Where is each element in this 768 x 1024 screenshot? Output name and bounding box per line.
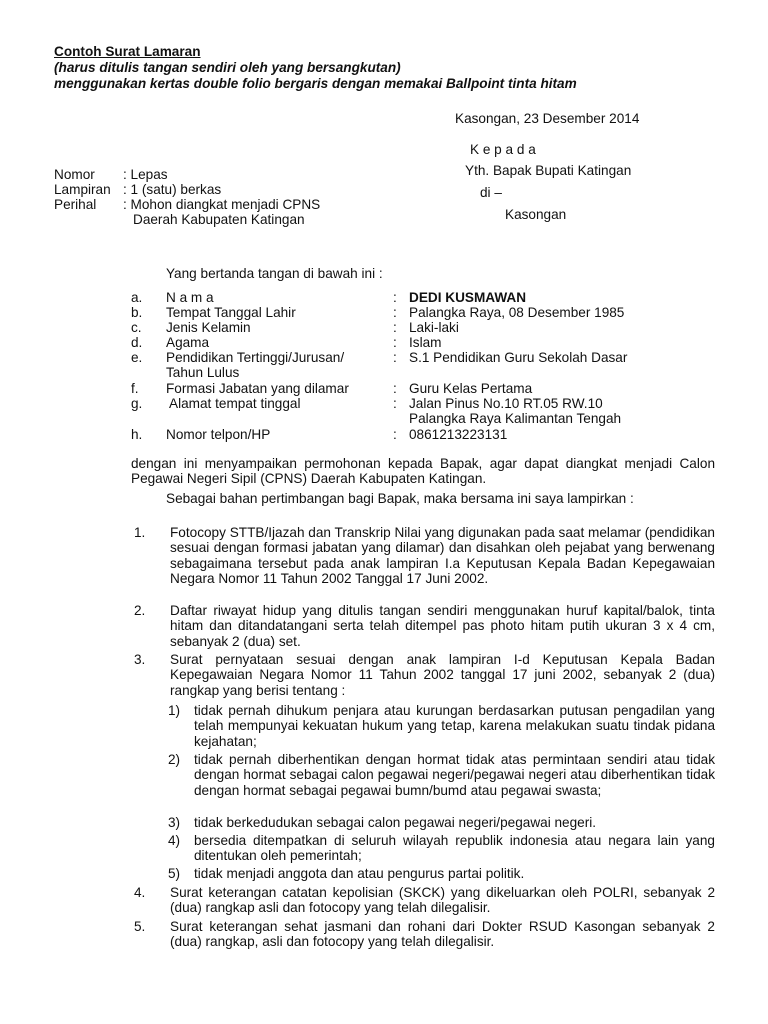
meta-key-lampiran: Lampiran bbox=[54, 182, 111, 197]
identity-label: N a m a bbox=[166, 290, 214, 305]
recipient-yth: Yth. Bapak Bupati Katingan bbox=[465, 163, 632, 178]
list-item-number: 5. bbox=[134, 919, 146, 934]
list-item-number: 3. bbox=[134, 652, 146, 667]
sub-list-item-number: 2) bbox=[168, 752, 181, 767]
identity-value: Laki-laki bbox=[409, 320, 459, 335]
request-paragraph: dengan ini menyampaikan permohonan kepada Bapak, agar dapat diangkat menjadi Calon Pegawai Negeri Sipil (CPNS) Daerah Kabupaten Katingan. bbox=[131, 456, 715, 487]
sub-list-item-text: tidak pernah diberhentikan dengan hormat tidak atas permintaan sendiri atau tidak dengan hormat sebagai calon pegawai negeri/pegawai negeri atau diberhentikan tidak dengan hormat sebagai pegawai bumn/bumd atau pegawai swasta; bbox=[194, 752, 715, 798]
identity-label: Tempat Tanggal Lahir bbox=[166, 305, 296, 320]
identity-colon: : bbox=[393, 381, 397, 396]
identity-colon: : bbox=[393, 350, 397, 365]
meta-key-perihal: Perihal bbox=[54, 197, 97, 212]
identity-letter: h. bbox=[131, 427, 143, 442]
identity-colon: : bbox=[393, 320, 397, 335]
identity-letter: g. bbox=[131, 396, 143, 411]
identity-label: Pendidikan Tertinggi/Jurusan/ bbox=[166, 350, 345, 365]
identity-letter: e. bbox=[131, 350, 143, 365]
identity-value: S.1 Pendidikan Guru Sekolah Dasar bbox=[409, 350, 628, 365]
identity-value: Islam bbox=[409, 335, 442, 350]
sub-list-item-text: tidak berkedudukan sebagai calon pegawai negeri/pegawai negeri. bbox=[194, 815, 597, 830]
recipient-city: Kasongan bbox=[505, 207, 567, 222]
identity-label: Alamat tempat tinggal bbox=[166, 396, 301, 411]
list-item-text: Fotocopy STTB/Ijazah dan Transkrip Nilai yang digunakan pada saat melamar (pendidikan sesuai dengan formasi jabatan yang dilamar) dan disahkan oleh pejabat yang berwenang sebagaimana tersebut pada anak lampiran I.a Keputusan Kepala Badan Kepegawaian Negara Nomor 11 Tahun 2002 Tanggal 17 Juni 2002. bbox=[170, 525, 715, 587]
recipient-kepada: K e p a d a bbox=[470, 142, 536, 157]
identity-colon: : bbox=[393, 305, 397, 320]
sub-list-item-text: tidak menjadi anggota dan atau pengurus partai politik. bbox=[194, 866, 525, 881]
identity-label: Nomor telpon/HP bbox=[166, 427, 271, 442]
consideration-paragraph: Sebagai bahan pertimbangan bagi Bapak, maka bersama ini saya lampirkan : bbox=[166, 491, 634, 506]
identity-value: Palangka Raya, 08 Desember 1985 bbox=[409, 305, 625, 320]
identity-colon: : bbox=[393, 335, 397, 350]
identity-label: Formasi Jabatan yang dilamar bbox=[166, 381, 349, 396]
list-item-number: 1. bbox=[134, 525, 146, 540]
intro-line: Yang bertanda tangan di bawah ini : bbox=[166, 266, 383, 281]
identity-value: Guru Kelas Pertama bbox=[409, 381, 533, 396]
list-item-text: Daftar riwayat hidup yang ditulis tangan sendiri menggunakan huruf kapital/balok, tinta hitam dan ditandatangani serta telah ditempel pas photo hitam putih ukuran 3 x 4 cm, sebanyak 2 (dua) set. bbox=[170, 603, 715, 649]
recipient-di: di – bbox=[480, 185, 502, 200]
identity-label-cont: Tahun Lulus bbox=[166, 365, 240, 380]
identity-value: Jalan Pinus No.10 RT.05 RW.10 bbox=[409, 396, 603, 411]
identity-colon: : bbox=[393, 396, 397, 411]
meta-key-nomor: Nomor bbox=[54, 167, 95, 182]
sub-list-item-number: 4) bbox=[168, 833, 181, 848]
identity-value: 0861213223131 bbox=[409, 427, 508, 442]
sub-list-item-number: 3) bbox=[168, 815, 181, 830]
sub-list-item-number: 1) bbox=[168, 703, 181, 718]
list-item-number: 2. bbox=[134, 603, 146, 618]
meta-value-perihal: : Mohon diangkat menjadi CPNS bbox=[123, 197, 321, 212]
identity-label: Jenis Kelamin bbox=[166, 320, 251, 335]
header-note-paper: menggunakan kertas double folio bergaris dengan memakai Ballpoint tinta hitam bbox=[54, 76, 577, 91]
identity-value-name: DEDI KUSMAWAN bbox=[409, 290, 527, 305]
place-date: Kasongan, 23 Desember 2014 bbox=[455, 111, 640, 126]
identity-colon: : bbox=[393, 290, 397, 305]
identity-value-cont: Palangka Raya Kalimantan Tengah bbox=[409, 411, 622, 426]
sub-list-item-text: bersedia ditempatkan di seluruh wilayah republik indonesia atau negara lain yang ditentukan oleh pemerintah; bbox=[194, 833, 715, 864]
header-note-handwritten: (harus ditulis tangan sendiri oleh yang bersangkutan) bbox=[54, 60, 401, 75]
list-item-text: Surat keterangan sehat jasmani dan rohani dari Dokter RSUD Kasongan sebanyak 2 (dua) rangkap, asli dan fotocopy yang telah dilegalisir. bbox=[170, 919, 715, 950]
identity-label: Agama bbox=[166, 335, 210, 350]
identity-letter: c. bbox=[131, 320, 142, 335]
identity-letter: d. bbox=[131, 335, 143, 350]
list-item-text: Surat pernyataan sesuai dengan anak lampiran I-d Keputusan Kepala Badan Kepegawaian Negara Nomor 11 Tahun 2002 tanggal 17 juni 2002, sebanyak 2 (dua) rangkap yang berisi tentang : bbox=[170, 652, 715, 698]
meta-value-nomor: : Lepas bbox=[123, 167, 168, 182]
identity-letter: a. bbox=[131, 290, 143, 305]
sub-list-item-number: 5) bbox=[168, 866, 181, 881]
meta-value-perihal-cont: Daerah Kabupaten Katingan bbox=[133, 212, 305, 227]
identity-letter: b. bbox=[131, 305, 143, 320]
letter-title: Contoh Surat Lamaran bbox=[54, 44, 201, 59]
list-item-text: Surat keterangan catatan kepolisian (SKCK) yang dikeluarkan oleh POLRI, sebanyak 2 (dua) rangkap asli dan fotocopy yang telah dilegalisir. bbox=[170, 885, 715, 916]
identity-letter: f. bbox=[131, 381, 139, 396]
list-item-number: 4. bbox=[134, 885, 146, 900]
meta-value-lampiran: : 1 (satu) berkas bbox=[123, 182, 222, 197]
sub-list-item-text: tidak pernah dihukum penjara atau kurungan berdasarkan putusan pengadilan yang telah mempunyai kekuatan hukum yang tetap, karena melakukan suatu tindak pidana kejahatan; bbox=[194, 703, 715, 749]
identity-colon: : bbox=[393, 427, 397, 442]
